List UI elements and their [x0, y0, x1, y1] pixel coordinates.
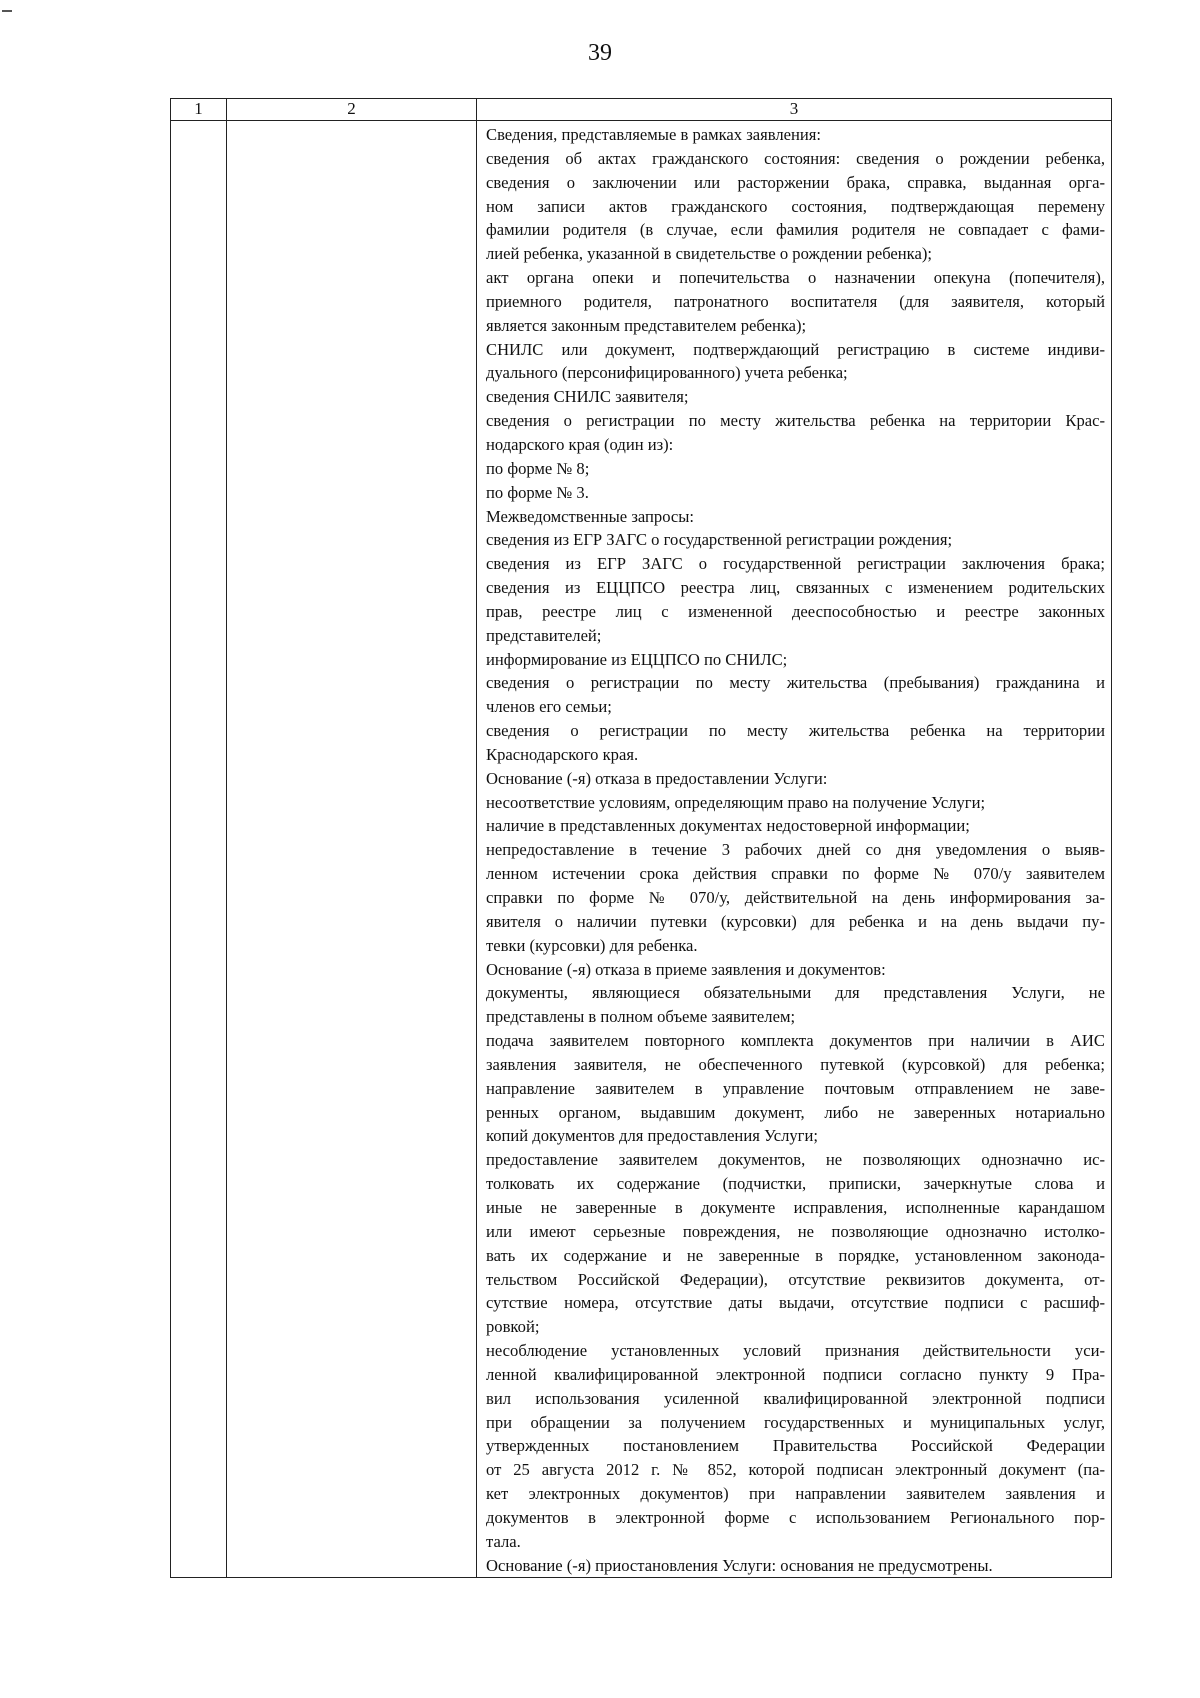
column-1-cell — [171, 121, 227, 1578]
text-line: сведения из ЕГР ЗАГС о государственной регистрации рождения; — [486, 530, 953, 550]
text-line: направление заявителем в управление почтовым отправлением не заве- — [486, 1078, 1105, 1098]
text-line: представителей; — [486, 625, 602, 645]
text-line: информирование из ЕЦЦПСО по СНИЛС; — [486, 649, 788, 669]
text-line: сведения о регистрации по месту жительства ребенка на территории — [486, 721, 1105, 741]
scan-edge-mark — [2, 10, 12, 12]
text-line: является законным представителем ребенка); — [486, 315, 807, 335]
text-line: Межведомственные запросы: — [486, 506, 695, 526]
text-line: Сведения, представляемые в рамках заявления: — [486, 125, 822, 144]
text-line: сведения из ЕЦЦПСО реестра лиц, связанных с изменением родительских — [486, 578, 1105, 598]
text-line: иные не заверенные в документе исправления, исполненные карандашом — [486, 1197, 1105, 1217]
text-line: сведения об актах гражданского состояния: сведения о рождении ребенка, — [486, 148, 1105, 168]
column-header-1: 1 — [171, 99, 227, 121]
text-line: или имеют серьезные повреждения, не позволяющие однозначно истолко- — [486, 1221, 1105, 1241]
text-line: тельством Российской Федерации), отсутствие реквизитов документа, от- — [486, 1269, 1105, 1289]
text-line: ленной квалифицированной электронной подписи согласно пункту 9 Пра- — [486, 1364, 1105, 1384]
services-table — [170, 98, 1112, 1578]
page-number: 39 — [588, 40, 612, 66]
column-header-3: 3 — [477, 99, 1112, 121]
text-line: ренных органом, выдавшим документ, либо не заверенных нотариально — [486, 1102, 1105, 1122]
text-line: представлены в полном объеме заявителем; — [486, 1007, 796, 1027]
text-line: утвержденных постановлением Правительства Российской Федерации — [486, 1436, 1105, 1456]
column-2-cell — [227, 121, 477, 1578]
text-line: вать их содержание и не заверенные в порядке, установленном законода- — [486, 1245, 1105, 1265]
text-line: заявления заявителя, не обеспеченного путевкой (курсовкой) для ребенка; — [486, 1054, 1105, 1074]
column-3-content-cell — [477, 121, 1112, 1578]
text-line: Основание (-я) отказа в предоставлении Услуги: — [486, 768, 828, 788]
text-line: справки по форме № 070/у, действительной на день информирования за- — [486, 888, 1105, 907]
text-line: наличие в представленных документах недостоверной информации; — [486, 816, 970, 836]
text-line: при обращении за получением государственных и муниципальных услуг, — [486, 1412, 1105, 1432]
text-line: сутствие номера, отсутствие даты выдачи, отсутствие подписи с расшиф- — [486, 1293, 1105, 1313]
text-line: явителя о наличии путевки (курсовки) для ребенка и на день выдачи пу- — [486, 911, 1105, 931]
text-line: подача заявителем повторного комплекта документов при наличии в АИС — [486, 1031, 1105, 1051]
text-line: несоответствие условиям, определяющим право на получение Услуги; — [486, 792, 986, 812]
text-line: по форме № 8; — [486, 458, 590, 478]
text-line: по форме № 3. — [486, 482, 589, 502]
text-line: членов его семьи; — [486, 697, 612, 717]
text-line: документов в электронной форме с использованием Регионального пор- — [486, 1507, 1105, 1527]
text-line: от 25 августа 2012 г. № 852, которой подписан электронный документ (па- — [486, 1460, 1105, 1480]
text-line: акт органа опеки и попечительства о назначении опекуна (попечителя), — [486, 268, 1105, 288]
text-line: сведения СНИЛС заявителя; — [486, 387, 689, 407]
text-line: кет электронных документов) при направлении заявителем заявления и — [486, 1484, 1105, 1504]
text-line: толковать их содержание (подчистки, приписки, зачеркнутые слова и — [486, 1174, 1105, 1194]
text-line: сведения о регистрации по месту жительства (пребывания) гражданина и — [486, 673, 1105, 693]
text-line: предоставление заявителем документов, не позволяющих однозначно ис- — [486, 1150, 1105, 1170]
text-line: Краснодарского края. — [486, 744, 639, 764]
text-line: приемного родителя, патронатного воспитателя (для заявителя, который — [486, 291, 1105, 311]
text-line: копий документов для предоставления Услуги; — [486, 1126, 818, 1146]
text-line: сведения о регистрации по месту жительства ребенка на территории Крас- — [486, 411, 1105, 431]
text-line: лией ребенка, указанной в свидетельстве о рождении ребенка); — [486, 244, 932, 264]
table-header-row — [171, 99, 1112, 121]
column-header-2: 2 — [227, 99, 477, 121]
text-line: ленном истечении срока действия справки по форме № 070/у заявителем — [486, 864, 1105, 884]
text-line: фамилии родителя (в случае, если фамилия родителя не совпадает с фами- — [486, 220, 1105, 240]
text-line: документы, являющиеся обязательными для представления Услуги, не — [486, 983, 1105, 1003]
text-line: прав, реестре лиц с измененной дееспособностью и реестре законных — [486, 601, 1105, 621]
text-line: тала. — [486, 1531, 521, 1551]
table-row — [171, 121, 1112, 1578]
text-line: ровкой; — [486, 1317, 540, 1337]
text-line: ном записи актов гражданского состояния, подтверждающая перемену — [486, 196, 1105, 216]
text-line: вил использования усиленной квалифицированной электронной подписи — [486, 1388, 1105, 1408]
text-line: Основание (-я) отказа в приеме заявления и документов: — [486, 959, 886, 979]
text-line: непредоставление в течение 3 рабочих дней со дня уведомления о выяв- — [486, 840, 1105, 860]
text-line: Основание (-я) приостановления Услуги: основания не предусмотрены. — [486, 1555, 993, 1575]
text-line: дуального (персонифицированного) учета ребенка; — [486, 363, 848, 383]
text-line: нодарского края (один из): — [486, 434, 674, 454]
text-line: СНИЛС или документ, подтверждающий регистрацию в системе индиви- — [486, 339, 1105, 359]
text-line: тевки (курсовки) для ребенка. — [486, 935, 698, 955]
text-line: сведения о заключении или расторжении брака, справка, выданная орга- — [486, 172, 1105, 192]
text-line: несоблюдение установленных условий признания действительности уси- — [486, 1341, 1105, 1361]
text-line: сведения из ЕГР ЗАГС о государственной регистрации заключения брака; — [486, 554, 1105, 574]
